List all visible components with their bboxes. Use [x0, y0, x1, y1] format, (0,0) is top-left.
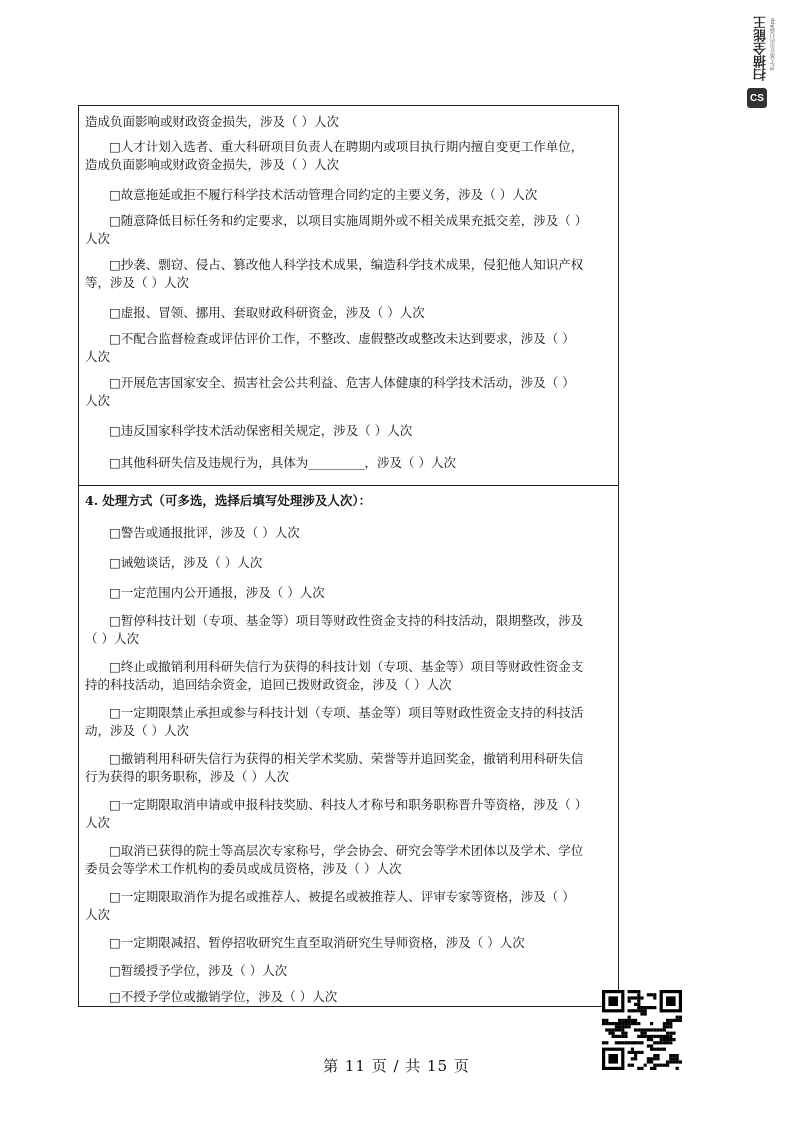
line-text: 动，涉及（ ）人次: [85, 723, 189, 738]
line-text: 持的科技活动，追回结余资金，追回已拨财政资金，涉及（ ）人次: [85, 677, 452, 692]
line-text: 等，涉及（ ）人次: [85, 275, 189, 290]
line-text: 造成负面影响或财政资金损失，涉及（ ）人次: [85, 114, 339, 129]
line-text: □人才计划入选者、重大科研项目负责人在聘期内或项目执行期内擅自变更工作单位，: [109, 139, 584, 154]
form-table: [78, 105, 619, 1007]
line-text: 人次: [85, 815, 111, 830]
line-text: 造成负面影响或财政资金损失，涉及（ ）人次: [85, 157, 339, 172]
line-text: □诫勉谈话，涉及（ ）人次: [109, 555, 263, 570]
line-text: □一定期限禁止承担或参与科技计划（专项、基金等）项目等财政性资金支持的科技活: [109, 705, 584, 720]
line-text: □一定期限取消作为提名或推荐人、被提名或被推荐人、评审专家等资格，涉及（ ）: [109, 889, 575, 904]
line-text: □终止或撤销利用科研失信行为获得的科技计划（专项、基金等）项目等财政性资金支: [109, 659, 584, 674]
line-text: 人次: [85, 907, 111, 922]
line-text: □违反国家科学技术活动保密相关规定，涉及（ ）人次: [109, 423, 413, 438]
line-text: □其他科研失信及违规行为，具体为_________，涉及（ ）人次: [109, 455, 457, 470]
line-text: □取消已获得的院士等高层次专家称号，学会协会、研究会等学术团体以及学术、学位: [109, 843, 584, 858]
line-text: 委员会等学术工作机构的委员或成员资格，涉及（ ）人次: [85, 861, 402, 876]
line-text: □一定期限减招、暂停招收研究生直至取消研究生导师资格，涉及（ ）人次: [109, 935, 525, 950]
scanner-tagline: 3亿人都在用的扫描App: [770, 18, 776, 71]
line-text: □不配合监督检查或评估评价工作，不整改、虚假整改或整改未达到要求，涉及（ ）: [109, 331, 575, 346]
line-text: 4. 处理方式（可多选，选择后填写处理涉及人次）：: [85, 493, 372, 508]
scanner-watermark: [742, 6, 776, 86]
page-number: 第 11 页 / 共 15 页: [323, 1057, 470, 1075]
line-text: □一定范围内公开通报，涉及（ ）人次: [109, 585, 325, 600]
line-text: □暂停科技计划（专项、基金等）项目等财政性资金支持的科技活动，限期整改，涉及: [109, 613, 584, 628]
section-divider: [79, 485, 618, 486]
line-text: □撤销利用科研失信行为获得的相关学术奖励、荣誉等并追回奖金，撤销利用科研失信: [109, 751, 584, 766]
line-text: □警告或通报批评，涉及（ ）人次: [109, 525, 300, 540]
camscanner-logo-icon: CS: [747, 88, 767, 108]
scanner-brand: 扫描全能王: [754, 16, 769, 81]
line-text: □暂缓授予学位，涉及（ ）人次: [109, 963, 288, 978]
line-text: □抄袭、剽窃、侵占、篡改他人科学技术成果，编造科学技术成果，侵犯他人知识产权: [109, 257, 584, 272]
line-text: 人次: [85, 393, 111, 408]
line-text: □虚报、冒领、挪用、套取财政科研资金，涉及（ ）人次: [109, 305, 425, 320]
line-text: 人次: [85, 231, 111, 246]
line-text: □开展危害国家安全、损害社会公共利益、危害人体健康的科学技术活动，涉及（ ）: [109, 375, 575, 390]
line-text: 人次: [85, 349, 111, 364]
line-text: □随意降低目标任务和约定要求，以项目实施周期外或不相关成果充抵交差，涉及（ ）: [109, 213, 588, 228]
line-text: □故意拖延或拒不履行科学技术活动管理合同约定的主要义务，涉及（ ）人次: [109, 187, 538, 202]
line-text: （ ）人次: [85, 631, 139, 646]
line-text: □一定期限取消申请或申报科技奖励、科技人才称号和职务职称晋升等资格，涉及（ ）: [109, 797, 588, 812]
line-text: 行为获得的职务职称，涉及（ ）人次: [85, 769, 289, 784]
line-text: □不授予学位或撤销学位，涉及（ ）人次: [109, 989, 338, 1004]
